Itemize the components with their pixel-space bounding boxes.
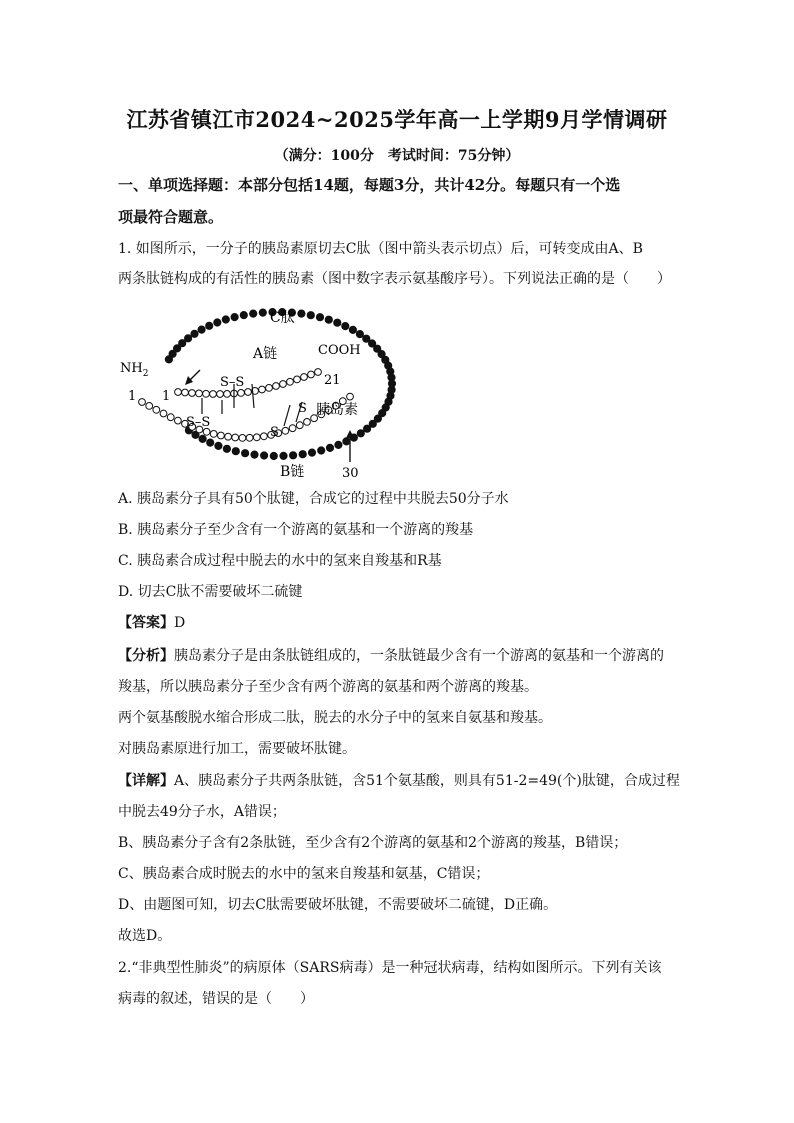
c-peptide-bead <box>349 326 356 333</box>
a-chain-bead <box>217 391 224 398</box>
c-peptide-bead <box>298 310 305 317</box>
c-peptide-bead <box>342 323 349 330</box>
c-peptide-bead <box>318 447 325 454</box>
a-chain-bead <box>301 374 308 381</box>
insulin-label: 胰岛素 <box>316 402 358 418</box>
b-chain-bead <box>304 419 311 426</box>
c-peptide-bead <box>242 450 249 457</box>
q1-analysis-line2: 羧基，所以胰岛素分子至少含有两个游离的氨基和两个游离的羧基。 <box>118 679 538 695</box>
a-chain-bead <box>287 378 294 385</box>
c-peptide-bead <box>206 322 213 329</box>
section-heading-line2: 项最符合题意。 <box>118 208 224 226</box>
q2-stem-line1: 2.“非典型性肺炎”的病原体（SARS病毒）是一种冠状病毒，结构如图所示。下列有关该 <box>118 960 662 976</box>
c-peptide-bead <box>326 444 333 451</box>
b-chain-bead <box>210 431 217 438</box>
answer-value: D <box>174 615 186 631</box>
q1-analysis-line3: 两个氨基酸脱水缩合形成二肽，脱去的水分子中的氢来自氨基和羧基。 <box>118 710 552 726</box>
c-peptide-bead <box>325 316 332 323</box>
c-peptide-bead <box>307 312 314 319</box>
b-chain-start-number: 1 <box>128 389 137 404</box>
b-chain-bead <box>253 434 260 441</box>
c-peptide-bead <box>356 331 363 338</box>
a-chain-end-number: 21 <box>324 373 341 388</box>
b-chain-bead <box>296 422 303 429</box>
q1-detail-line2: 中脱去49分子水，A错误； <box>118 804 286 820</box>
b-chain-bead <box>146 403 153 410</box>
q1-detail-line4: C、胰岛素合成时脱去的水中的氢来自羧基和氨基，C错误； <box>118 866 490 882</box>
a-chain-bead <box>182 389 189 396</box>
c-peptide-bead <box>250 310 257 317</box>
a-chain-bead <box>266 385 273 392</box>
q1-analysis-line4: 对胰岛素原进行加工，需要破坏肽键。 <box>118 741 356 757</box>
insulin-diagram <box>112 302 412 482</box>
a-chain-bead <box>224 391 231 398</box>
b-chain-bead <box>282 427 289 434</box>
c-peptide-bead <box>222 316 229 323</box>
b-chain-bead <box>261 433 268 440</box>
c-peptide-bead <box>316 314 323 321</box>
b-chain-bead <box>347 393 354 400</box>
q1-option-b: B. 胰岛素分子至少含有一个游离的氨基和一个游离的羧基 <box>118 522 474 538</box>
c-peptide-bead <box>334 319 341 326</box>
c-peptide-bead <box>215 442 222 449</box>
q1-detail-line5: D、由题图可知，切去C肽需要破坏肽键，不需要破坏二硫键，D正确。 <box>118 897 558 913</box>
c-peptide-bead <box>280 452 287 459</box>
b-chain-bead <box>239 435 246 442</box>
q1-analysis-line1: 【分析】胰岛素分子是由条肽链组成的，一条肽链最少含有一个游离的氨基和一个游离的 <box>118 648 664 664</box>
c-peptide-bead <box>214 319 221 326</box>
b-chain-bead <box>232 434 239 441</box>
c-peptide-bead <box>261 452 268 459</box>
b-chain-label: B链 <box>280 464 305 480</box>
b-chain-bead <box>289 425 296 432</box>
q1-option-a: A. 胰岛素分子具有50个肽键，合成它的过程中共脱去50分子水 <box>118 491 509 507</box>
nh2-label: $NH_2$ <box>120 361 149 379</box>
c-peptide-bead <box>290 452 297 459</box>
q1-stem-line1: 1. 如图所示，一分子的胰岛素原切去C肽（图中箭头表示切点）后，可转变成由A、B <box>118 241 643 257</box>
c-peptide-bead <box>198 326 205 333</box>
c-peptide-bead <box>270 452 277 459</box>
disulfide-label-2: S–S <box>186 415 211 430</box>
a-chain-bead <box>259 386 266 393</box>
b-chain-bead <box>160 410 167 417</box>
a-chain-bead <box>196 390 203 397</box>
a-chain-label: A链 <box>253 346 278 362</box>
page-title: 江苏省镇江市2024~2025学年高一上学期9月学情调研 <box>126 107 668 132</box>
c-peptide-bead <box>240 312 247 319</box>
b-chain-bead <box>246 434 253 441</box>
b-chain-end-number: 30 <box>342 466 359 481</box>
c-peptide-bead <box>343 438 350 445</box>
c-peptide-bead <box>232 448 239 455</box>
a-chain-bead <box>308 371 315 378</box>
a-chain-bead <box>210 391 217 398</box>
b-chain-bead <box>175 417 182 424</box>
c-peptide-bead <box>191 330 198 337</box>
b-chain-bead <box>139 399 146 406</box>
c-peptide-bead <box>357 430 364 437</box>
b-chain-bead <box>218 432 225 439</box>
q1-option-c: C. 胰岛素合成过程中脱去的水中的氢来自羧基和R基 <box>118 553 442 569</box>
page-subtitle: （满分：100分 考试时间：75分钟） <box>274 148 520 164</box>
c-peptide-bead <box>299 451 306 458</box>
a-chain-bead <box>238 390 245 397</box>
a-chain-start-number: 1 <box>162 389 171 404</box>
q2-stem-line2: 病毒的叙述，错误的是（ ） <box>118 991 314 1007</box>
detail-tag: 【详解】 <box>118 773 174 789</box>
section-heading-line1: 一、单项选择题：本部分包括14题，每题3分，共计42分。每题只有一个选 <box>118 176 621 194</box>
a-chain-bead <box>245 389 252 396</box>
q1-stem-line2: 两条肽链构成的有活性的胰岛素（图中数字表示氨基酸序号）。下列说法正确的是（ ） <box>118 271 671 287</box>
c-peptide-bead <box>207 439 214 446</box>
a-chain-bead <box>273 383 280 390</box>
a-chain-bead <box>189 390 196 397</box>
q1-detail-line3: B、胰岛素分子含有2条肽链，至少含有2个游离的氨基和2个游离的羧基，B错误； <box>118 835 628 851</box>
c-peptide-bead <box>251 451 258 458</box>
cooh-label: COOH <box>318 343 361 358</box>
c-peptide-bead <box>199 435 206 442</box>
c-peptide-bead <box>364 425 371 432</box>
c-peptide-bead <box>223 445 230 452</box>
c-peptide-bead <box>335 441 342 448</box>
b-chain-bead <box>225 433 232 440</box>
a-chain-bead <box>203 390 210 397</box>
q1-answer <box>118 612 688 632</box>
a-chain-bead <box>294 376 301 383</box>
a-chain-bead <box>315 369 322 376</box>
c-peptide-bead <box>308 449 315 456</box>
sulfur-label-a: S <box>298 401 307 416</box>
analysis-tag: 【分析】 <box>118 648 174 664</box>
a-chain-bead <box>175 389 182 396</box>
q1-option-d: D. 切去C肽不需要破坏二硫键 <box>118 584 303 600</box>
c-peptide-bead <box>179 340 186 347</box>
c-peptide-bead <box>185 335 192 342</box>
c-peptide-bead <box>259 309 266 316</box>
a-chain-bead <box>280 381 287 388</box>
b-chain-bead <box>167 414 174 421</box>
answer-tag: 【答案】 <box>118 615 174 631</box>
c-peptide-bead <box>231 314 238 321</box>
b-chain-bead <box>153 406 160 413</box>
q1-conclusion: 故选D。 <box>118 928 172 944</box>
q1-detail-line1: 【详解】A、胰岛素分子共两条肽链，含51个氨基酸，则具有51-2=49(个)肽键，合成过程 <box>118 773 680 789</box>
sulfur-label-b: S <box>270 425 279 440</box>
c-peptide-label: C肽 <box>270 310 295 326</box>
disulfide-label-1: S–S <box>220 375 245 390</box>
